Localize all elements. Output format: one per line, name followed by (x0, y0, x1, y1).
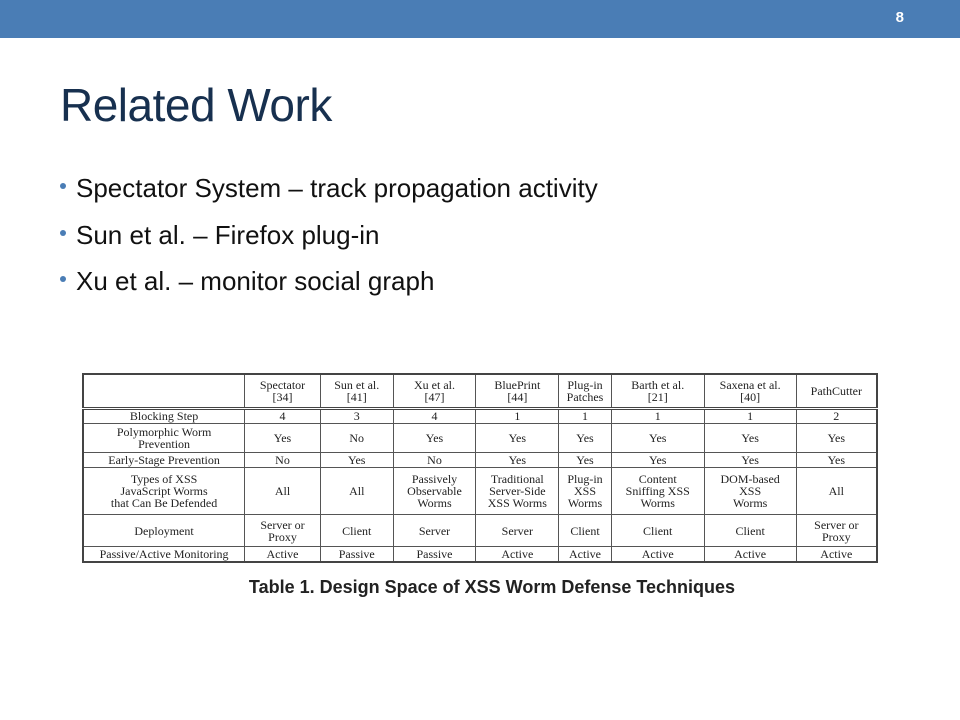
table-cell: Client (704, 515, 796, 547)
row-label: Polymorphic Worm Prevention (83, 423, 245, 452)
bullet-list (60, 175, 598, 315)
table-cell: Server (393, 515, 476, 547)
bullet-dot-icon (60, 183, 66, 189)
table-cell: Yes (796, 423, 877, 452)
row-label: Passive/Active Monitoring (83, 547, 245, 562)
table-cell: Yes (704, 452, 796, 467)
row-label: Deployment (83, 515, 245, 547)
table-cell: Yes (320, 452, 393, 467)
table-cell: Plug-in XSS Worms (559, 467, 612, 514)
table-cell: Content Sniffing XSS Worms (611, 467, 704, 514)
table-cell: 1 (611, 408, 704, 423)
table-row (83, 547, 877, 562)
table-cell: All (245, 467, 321, 514)
table-cell: 4 (245, 408, 321, 423)
table-cell: Passive (320, 547, 393, 562)
table-cell: Yes (393, 423, 476, 452)
row-label: Blocking Step (83, 408, 245, 423)
table-header-cell: Xu et al. [47] (393, 374, 476, 408)
table-cell: Traditional Server-Side XSS Worms (476, 467, 559, 514)
table-cell: 1 (476, 408, 559, 423)
table-cell: Yes (559, 452, 612, 467)
table-cell: Passive (393, 547, 476, 562)
bullet-text: Sun et al. – Firefox plug-in (76, 219, 380, 250)
table-cell: Server or Proxy (796, 515, 877, 547)
table-header-row (83, 374, 877, 408)
bullet-item (60, 219, 598, 250)
table-header-cell: Plug-in Patches (559, 374, 612, 408)
table-cell: Client (559, 515, 612, 547)
table-row (83, 467, 877, 514)
table-cell: Yes (476, 452, 559, 467)
table-cell: 1 (559, 408, 612, 423)
design-space-table (82, 373, 878, 563)
row-label: Types of XSS JavaScript Worms that Can Be Defended (83, 467, 245, 514)
slide-title: Related Work (60, 79, 332, 131)
table-cell: Active (704, 547, 796, 562)
design-space-table-image (82, 373, 878, 563)
row-label: Early-Stage Prevention (83, 452, 245, 467)
table-cell: No (393, 452, 476, 467)
table-row (83, 515, 877, 547)
table-header-cell (83, 374, 245, 408)
table-cell: Active (559, 547, 612, 562)
table-cell: Server (476, 515, 559, 547)
table-cell: Yes (476, 423, 559, 452)
table-cell: All (796, 467, 877, 514)
table-cell: Yes (796, 452, 877, 467)
table-cell: DOM-based XSS Worms (704, 467, 796, 514)
page-number: 8 (895, 9, 904, 26)
table-caption: Table 1. Design Space of XSS Worm Defense Techniques (248, 577, 736, 597)
table-cell: No (245, 452, 321, 467)
table-header-cell: Saxena et al. [40] (704, 374, 796, 408)
bullet-text: Spectator System – track propagation activity (76, 173, 598, 203)
bullet-item (60, 268, 598, 294)
table-cell: Client (611, 515, 704, 547)
header-bar (0, 0, 960, 38)
bullet-dot-icon (60, 230, 66, 236)
table-cell: Server or Proxy (245, 515, 321, 547)
table-cell: Passively Observable Worms (393, 467, 476, 514)
table-cell: Yes (559, 423, 612, 452)
table-header-cell: BluePrint [44] (476, 374, 559, 408)
bullet-dot-icon (60, 276, 66, 282)
table-cell: 2 (796, 408, 877, 423)
table-header-cell: PathCutter (796, 374, 877, 408)
table-header-cell: Barth et al. [21] (611, 374, 704, 408)
table-cell: Client (320, 515, 393, 547)
bullet-text: Xu et al. – monitor social graph (76, 266, 435, 296)
table-cell: Yes (704, 423, 796, 452)
table-cell: Yes (611, 452, 704, 467)
table-cell: No (320, 423, 393, 452)
bullet-item (60, 175, 598, 201)
table-cell: Yes (611, 423, 704, 452)
table-cell: Active (611, 547, 704, 562)
table-cell: 3 (320, 408, 393, 423)
table-row (83, 408, 877, 423)
table-cell: 4 (393, 408, 476, 423)
table-row (83, 423, 877, 452)
table-header-cell: Sun et al. [41] (320, 374, 393, 408)
table-cell: Yes (245, 423, 321, 452)
table-cell: Active (476, 547, 559, 562)
table-cell: All (320, 467, 393, 514)
table-row (83, 452, 877, 467)
table-header-cell: Spectator [34] (245, 374, 321, 408)
table-cell: 1 (704, 408, 796, 423)
table-cell: Active (796, 547, 877, 562)
table-cell: Active (245, 547, 321, 562)
